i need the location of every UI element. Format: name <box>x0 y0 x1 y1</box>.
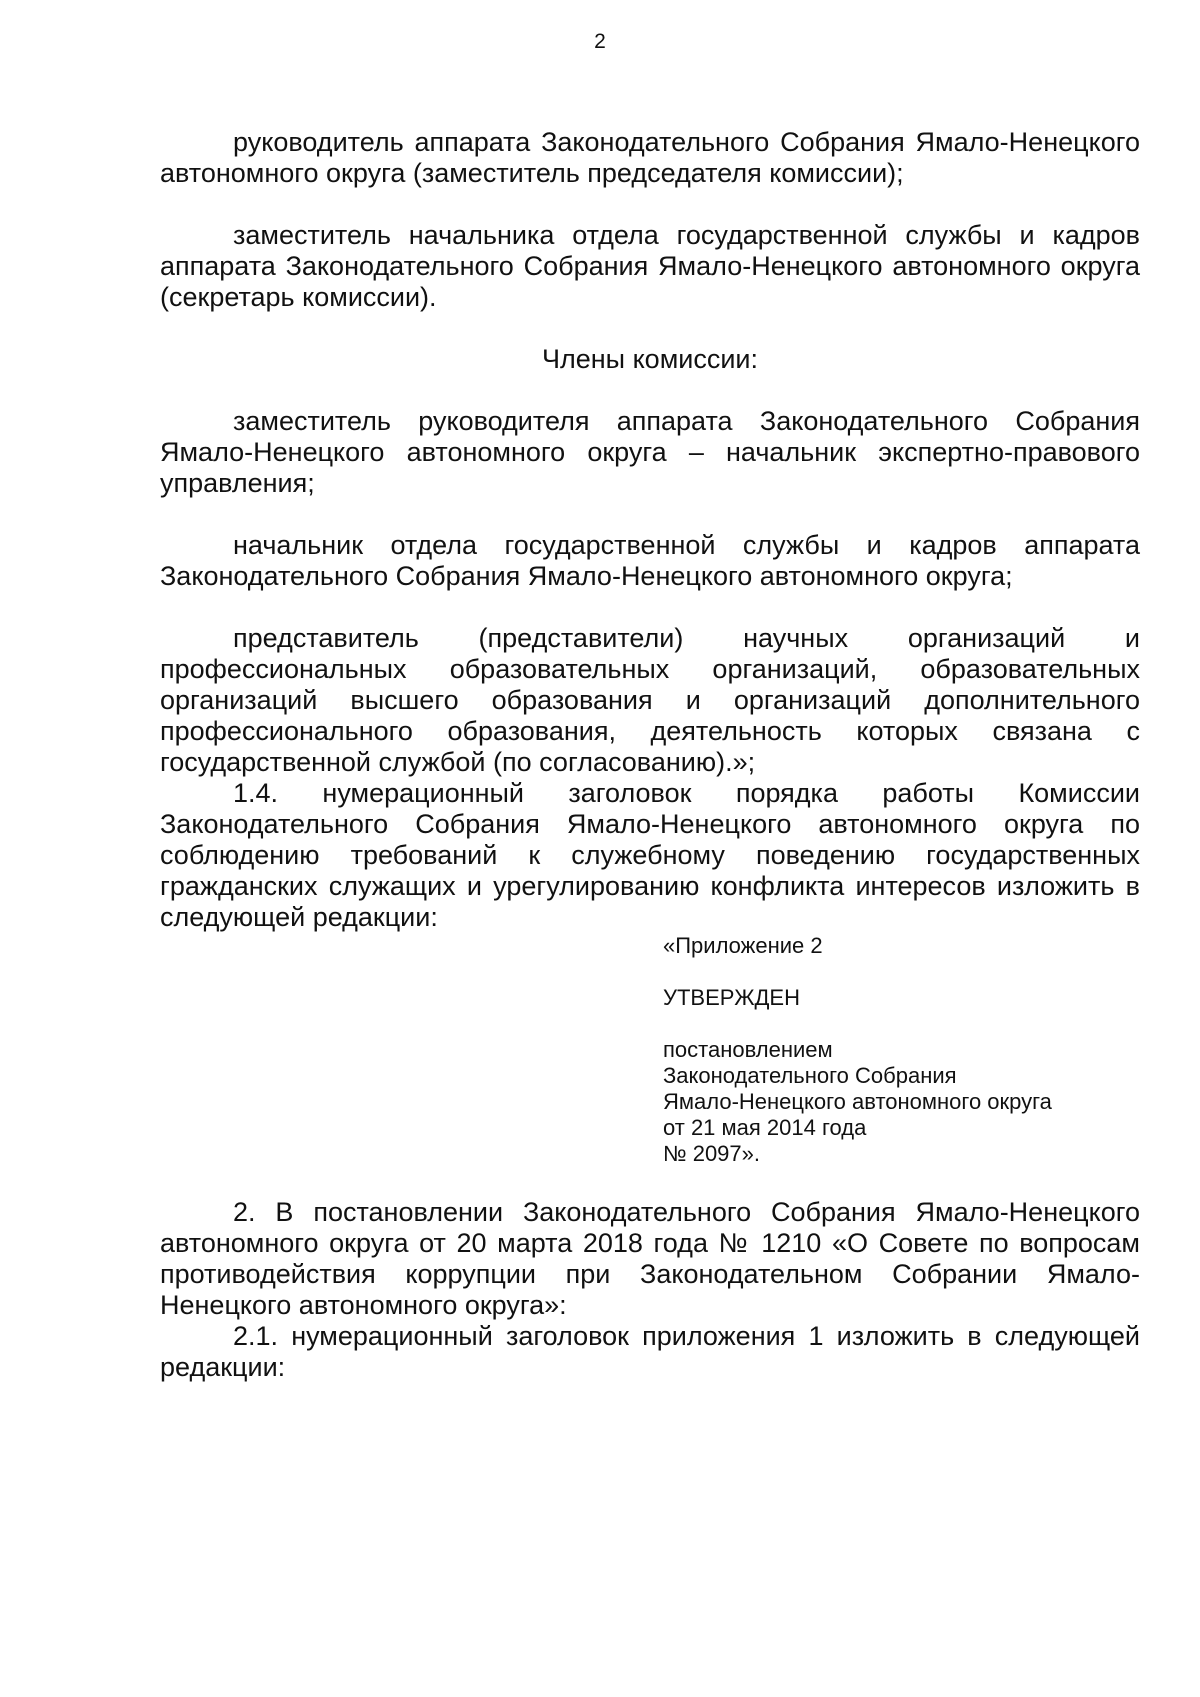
commission-members-section <box>160 127 1140 933</box>
approval-line-3: Ямало-Ненецкого автономного округа <box>663 1089 1052 1114</box>
paragraph-deputy-chair: руководитель аппарата Законодательного Собрания Ямало-Ненецкого автономного округа (заместитель председателя комиссии); <box>160 127 1140 188</box>
paragraph-secretary: заместитель начальника отдела государственной службы и кадров аппарата Законодательного Собрания Ямало-Ненецкого автономного округа (секретарь комиссии). <box>160 220 1140 312</box>
paragraph-item-1-4: 1.4. нумерационный заголовок порядка работы Комиссии Законодательного Собрания Ямало-Ненецкого автономного округа по соблюдению требований к служебному поведению государственных гражданских служащих и урегулированию конфликта интересов изложить в следующей редакции: <box>160 778 1140 932</box>
members-heading: Члены комиссии: <box>541 344 759 374</box>
paragraph-item-2: 2. В постановлении Законодательного Собрания Ямало-Ненецкого автономного округа от 20 марта 2018 года № 1210 «О Совете по вопросам противодействия коррупции при Законодательном Собрании Ямало-Ненецкого автономного округа»: <box>160 1197 1140 1320</box>
appendix-header-block <box>663 933 1133 1167</box>
amendment-section-2 <box>160 1197 1140 1383</box>
approval-line-5: № 2097». <box>663 1141 761 1166</box>
paragraph-member-dept-head: начальник отдела государственной службы и кадров аппарата Законодательного Собрания Ямало-Ненецкого автономного округа; <box>160 530 1140 591</box>
paragraph-item-2-1: 2.1. нумерационный заголовок приложения 1 изложить в следующей редакции: <box>160 1321 1140 1382</box>
page-number: 2 <box>594 30 606 53</box>
paragraph-member-deputy-head: заместитель руководителя аппарата Законодательного Собрания Ямало-Ненецкого автономного округа – начальник экспертно-правового управления; <box>160 406 1140 498</box>
appendix-title: «Приложение 2 <box>663 933 823 958</box>
approval-line-4: от 21 мая 2014 года <box>663 1115 867 1140</box>
approval-line-1: постановлением <box>663 1037 833 1062</box>
approved-label: УТВЕРЖДЕН <box>663 985 800 1010</box>
approval-line-2: Законодательного Собрания <box>663 1063 957 1088</box>
paragraph-member-representatives: представитель (представители) научных организаций и профессиональных образовательных организаций, образовательных организаций высшего образования и организаций дополнительного профессионального образования, деятельность которых связана с государственной службой (по согласованию).»; <box>160 623 1140 777</box>
